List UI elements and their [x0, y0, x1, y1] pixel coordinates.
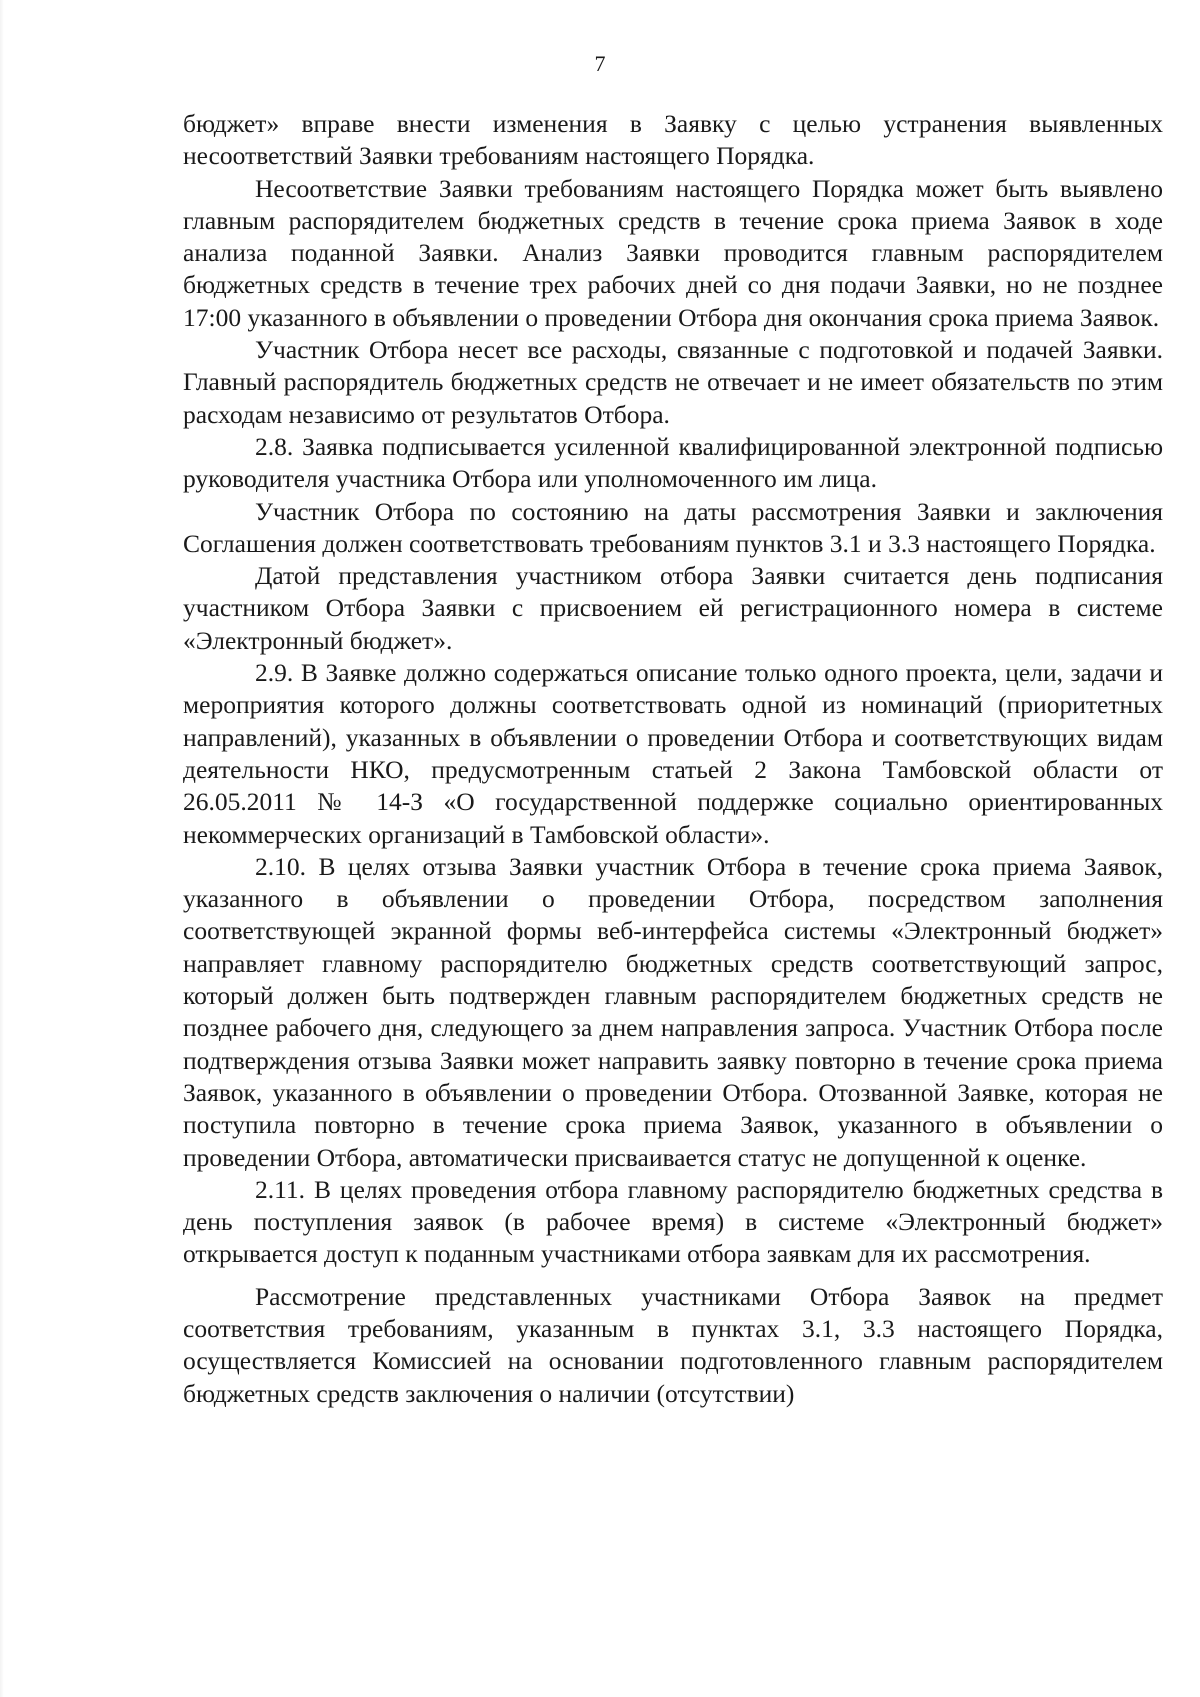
page-number: 7	[594, 51, 606, 76]
paragraph-review: Рассмотрение представленных участниками Отбора Заявок на предмет соответствия требованиям, указанным в пунктах 3.1, 3.3 настоящего Порядка, осуществляется Комиссией на основании подготовленного главным распорядителем бюджетных средств заключения о наличии (отсутствии)	[183, 1281, 1163, 1408]
scan-edge-shadow	[0, 0, 4, 1697]
paragraph-expenses: Участник Отбора несет все расходы, связанные с подготовкой и подачей Заявки. Главный распорядитель бюджетных средств не отвечает и не имеет обязательств по этим расходам независимо от результатов Отбора.	[183, 335, 1163, 429]
paragraph-submission-date: Датой представления участником отбора Заявки считается день подписания участником Отбора Заявки с присвоением ей регистрационного номера в системе «Электронный бюджет».	[183, 561, 1163, 655]
paragraph-continuation: бюджет» вправе внести изменения в Заявку с целью устранения выявленных несоответствий Заявки требованиям настоящего Порядка.	[183, 109, 1163, 171]
paragraph-2-8: 2.8. Заявка подписывается усиленной квалифицированной электронной подписью руководителя участника Отбора или уполномоченного им лица.	[183, 431, 1163, 494]
paragraph-participant-requirements: Участник Отбора по состоянию на даты рассмотрения Заявки и заключения Соглашения должен соответствовать требованиям пунктов 3.1 и 3.3 настоящего Порядка.	[183, 496, 1163, 558]
document-body	[183, 108, 1163, 1410]
paragraph-2-11: 2.11. В целях проведения отбора главному распорядителю бюджетных средства в день поступления заявок (в рабочее время) в системе «Электронный бюджет» открывается доступ к поданным участниками отбора заявкам для их рассмотрения.	[183, 1174, 1163, 1269]
paragraph-2-10: 2.10. В целях отзыва Заявки участник Отбора в течение срока приема Заявок, указанного в объявлении о проведении Отбора, посредством заполнения соответствующей экранной формы веб-интерфейса системы «Электронный бюджет» направляет главному распорядителю бюджетных средств соответствующий запрос, который должен быть подтвержден главным распорядителем бюджетных средств не позднее рабочего дня, следующего за днем направления запроса. Участник Отбора после подтверждения отзыва Заявки может направить заявку повторно в течение срока приема Заявок, указанного в объявлении о проведении Отбора. Отозванной Заявке, которая не поступила повторно в течение срока приема Заявок, указанного в объявлении о проведении Отбора, автоматически присваивается статус не допущенной к оценке.	[183, 851, 1163, 1172]
paragraph-nonconformity: Несоответствие Заявки требованиям настоящего Порядка может быть выявлено главным распорядителем бюджетных средств в течение срока приема Заявок в ходе анализа поданной Заявки. Анализ Заявки проводится главным распорядителем бюджетных средств в течение трех рабочих дней со дня подачи Заявки, но не позднее 17:00 указанного в объявлении о проведении Отбора дня окончания срока приема Заявок.	[183, 173, 1163, 332]
paragraph-2-9: 2.9. В Заявке должно содержаться описание только одного проекта, цели, задачи и мероприятия которого должны соответствовать одной из номинаций (приоритетных направлений), указанных в объявлении о проведении Отбора и соответствующих видам деятельности НКО, предусмотренным статьей 2 Закона Тамбовской области от 26.05.2011 № 14-З «О государственной поддержке социально ориентированных некоммерческих организаций в Тамбовской области».	[183, 658, 1163, 849]
